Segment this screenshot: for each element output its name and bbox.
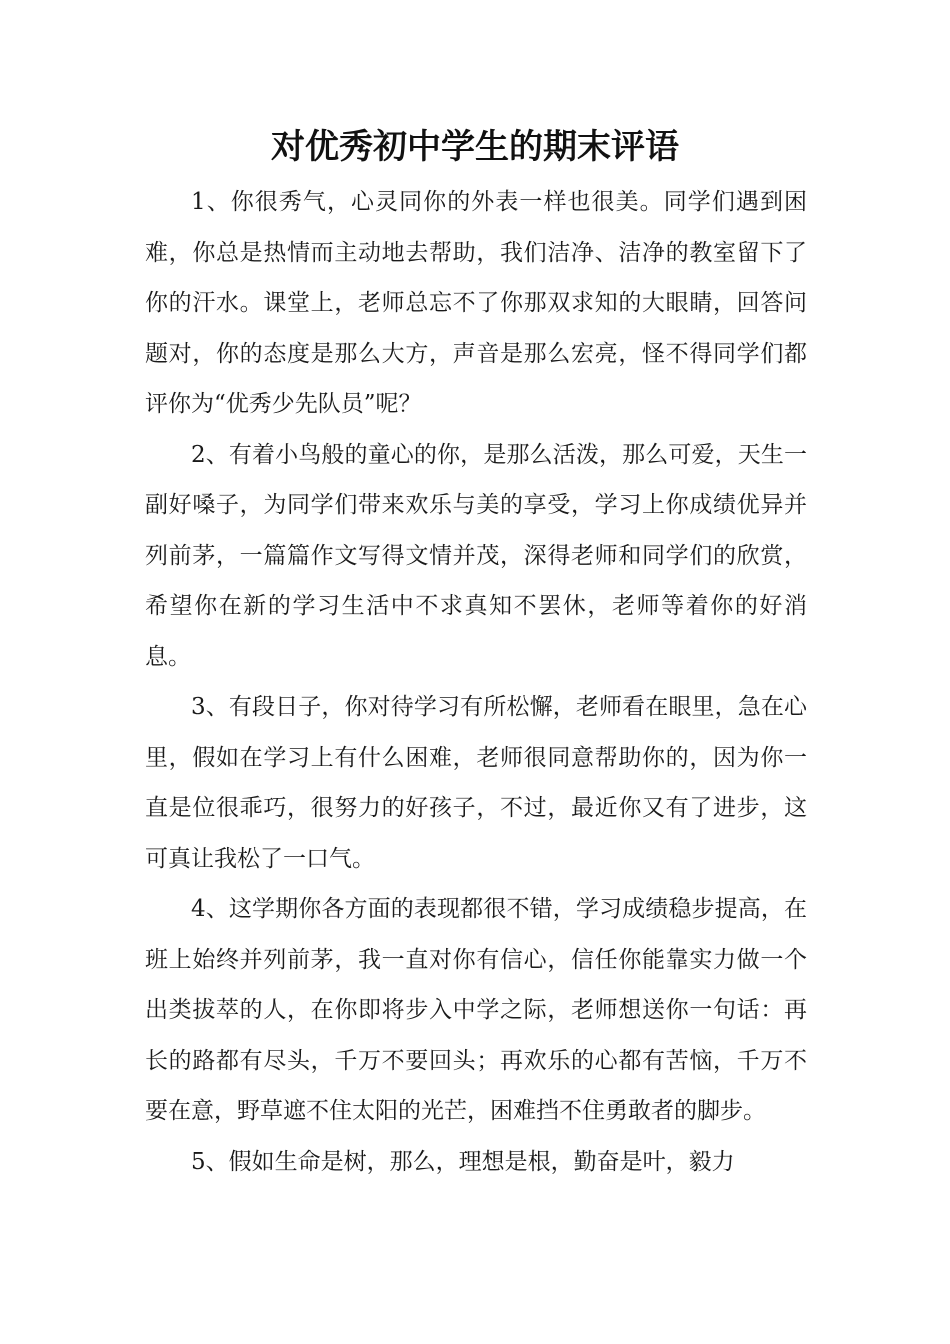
comment-paragraph-3: 3、有段日子，你对待学习有所松懈，老师看在眼里，急在心里，假如在学习上有什么困难，老师很同意帮助你的，因为你一直是位很乖巧，很努力的好孩子，不过，最近你又有了进步，这可真让我松了一口气。	[145, 694, 807, 872]
document-body	[145, 177, 807, 1187]
comment-paragraph-4: 4、这学期你各方面的表现都很不错，学习成绩稳步提高，在班上始终并列前茅，我一直对你有信心，信任你能靠实力做一个出类拔萃的人，在你即将步入中学之际，老师想送你一句话：再长的路都有尽头，千万不要回头；再欢乐的心都有苦恼，千万不要在意，野草遮不住太阳的光芒，困难挡不住勇敢者的脚步。	[145, 896, 807, 1124]
comment-paragraph-1: 1、你很秀气，心灵同你的外表一样也很美。同学们遇到困难，你总是热情而主动地去帮助，我们洁净、洁净的教室留下了你的汗水。课堂上，老师总忘不了你那双求知的大眼睛，回答问题对，你的态度是那么大方，声音是那么宏亮，怪不得同学们都评你为“优秀少先队员”呢？	[145, 189, 807, 417]
document-title: 对优秀初中学生的期末评语	[271, 127, 679, 167]
comment-paragraph-5: 5、假如生命是树，那么，理想是根，勤奋是叶，毅力	[191, 1148, 735, 1175]
comment-paragraph-2: 2、有着小鸟般的童心的你，是那么活泼，那么可爱，天生一副好嗓子，为同学们带来欢乐与美的享受，学习上你成绩优异并列前茅，一篇篇作文写得文情并茂，深得老师和同学们的欣赏，希望你在新的学习生活中不求真知不罢休，老师等着你的好消息。	[145, 441, 807, 670]
